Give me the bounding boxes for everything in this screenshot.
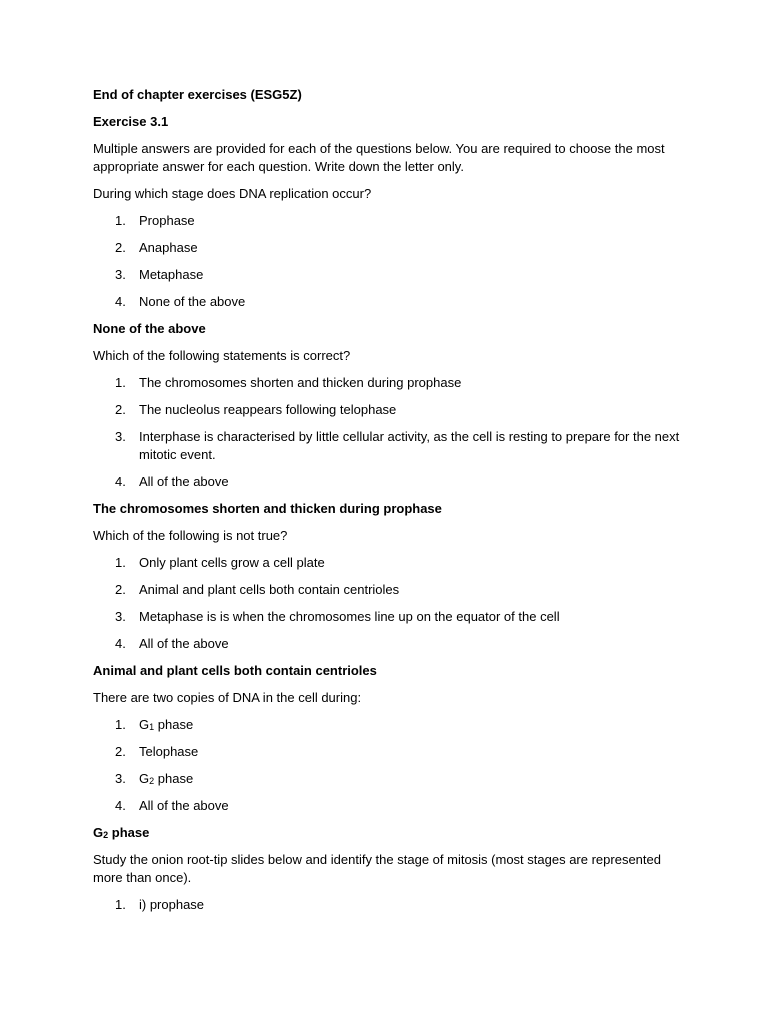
option-text: None of the above [139,294,246,309]
question-1-options [93,212,688,311]
option-number: 4. [115,294,126,309]
option-text-suffix: phase [154,771,194,786]
option-text: Metaphase is is when the chromosomes line up on the equator of the cell [139,609,560,624]
option-text: Anaphase [139,240,198,255]
option-item [93,401,688,419]
option-text-suffix: phase [154,717,194,732]
option-text: Only plant cells grow a cell plate [139,555,325,570]
question-2-options [93,374,688,491]
option-text: Prophase [139,213,195,228]
question-5-text: Study the onion root-tip slides below and identify the stage of mitosis (most stages are represented more than once). [93,852,661,885]
question-1-text: During which stage does DNA replication occur? [93,186,372,201]
subscript: 2 [103,830,109,840]
option-number: 1. [115,555,126,570]
option-text: Telophase [139,744,199,759]
option-number: 4. [115,798,126,813]
option-number: 2. [115,240,126,255]
option-item [93,797,688,815]
option-text: Animal and plant cells both contain centrioles [139,582,400,597]
option-item [93,635,688,653]
option-item [93,374,688,392]
question-3-options [93,554,688,653]
option-item [93,608,688,626]
option-text: i) prophase [139,897,205,912]
answer-text: G [93,825,104,840]
option-number: 2. [115,582,126,597]
option-item [93,743,688,761]
option-item [93,581,688,599]
question-4-answer [93,824,688,842]
option-number: 3. [115,267,126,282]
option-text: The chromosomes shorten and thicken during prophase [139,375,462,390]
option-text: The nucleolus reappears following telophase [139,402,397,417]
answer-text-suffix: phase [108,825,150,840]
option-number: 3. [115,609,126,624]
option-text: G [139,771,150,786]
option-number: 3. [115,429,126,444]
exercise-heading: Exercise 3.1 [93,114,169,129]
subscript: 1 [149,722,155,732]
option-number: 1. [115,717,126,732]
question-4-options [93,716,688,815]
question-2-answer: The chromosomes shorten and thicken during prophase [93,501,442,516]
subscript: 2 [149,776,155,786]
question-2-text: Which of the following statements is correct? [93,348,351,363]
option-number: 4. [115,636,126,651]
option-number: 1. [115,375,126,390]
option-number: 2. [115,402,126,417]
option-text: G [139,717,150,732]
option-number: 1. [115,897,126,912]
page-title: End of chapter exercises (ESG5Z) [93,87,302,102]
option-text: All of the above [139,474,229,489]
option-item [93,716,688,734]
question-3-text: Which of the following is not true? [93,528,288,543]
question-5-options [93,896,688,914]
option-item [93,293,688,311]
option-text: All of the above [139,798,229,813]
question-4-text: There are two copies of DNA in the cell during: [93,690,362,705]
option-item [93,239,688,257]
option-text: Interphase is characterised by little cellular activity, as the cell is resting to prepare for the next mitotic event. [139,429,680,462]
option-text: Metaphase [139,267,204,282]
option-number: 3. [115,771,126,786]
question-1-answer: None of the above [93,321,206,336]
option-number: 4. [115,474,126,489]
option-number: 2. [115,744,126,759]
option-item [93,266,688,284]
option-item [93,554,688,572]
option-item [93,428,688,464]
option-item [93,896,688,914]
instructions-paragraph: Multiple answers are provided for each of the questions below. You are required to choose the most appropriate answer for each question. Write down the letter only. [93,141,665,174]
question-3-answer: Animal and plant cells both contain centrioles [93,663,377,678]
option-item [93,473,688,491]
option-text: All of the above [139,636,229,651]
option-number: 1. [115,213,126,228]
option-item [93,212,688,230]
option-item [93,770,688,788]
